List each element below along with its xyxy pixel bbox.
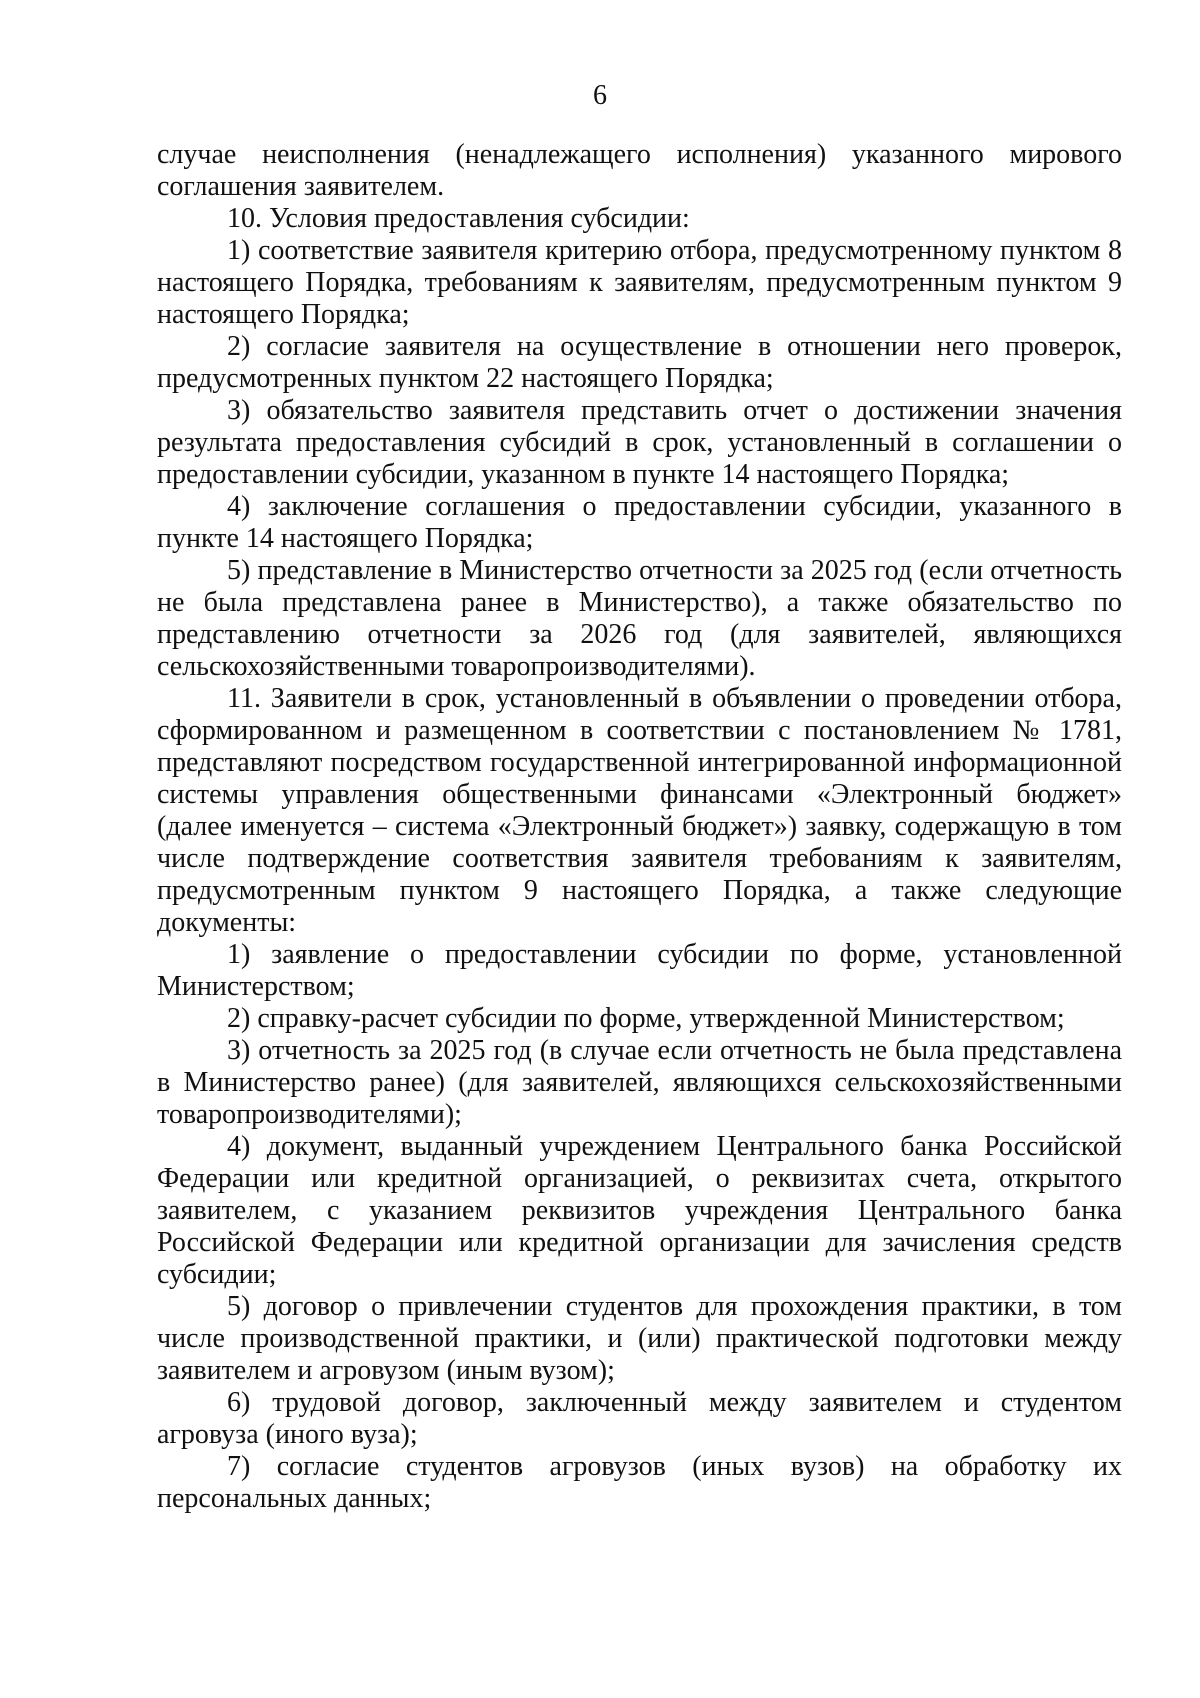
list-item: 5) договор о привлечении студентов для прохождения практики, в том числе производственной практики, и (или) практической подготовки между заявителем и агровузом (иным вузом); [157,1291,1122,1386]
paragraph: случае неисполнения (ненадлежащего исполнения) указанного мирового соглашения заявителем. [157,139,1122,202]
list-item: 5) представление в Министерство отчетности за 2025 год (если отчетность не была представлена ранее в Министерство), а также обязательство по представлению отчетности за 2026 год (для заявителей, являющихся сельскохозяйственными товаропроизводителями). [157,555,1122,682]
list-item: 2) справку-расчет субсидии по форме, утвержденной Министерством; [227,1003,1065,1034]
list-item: 7) согласие студентов агровузов (иных вузов) на обработку их персональных данных; [157,1451,1122,1514]
list-item: 3) обязательство заявителя представить отчет о достижении значения результата предоставления субсидий в срок, установленный в соглашении о предоставлении субсидии, указанном в пункте 14 настоящего Порядка; [157,395,1122,490]
list-item: 6) трудовой договор, заключенный между заявителем и студентом агровуза (иного вуза); [157,1387,1122,1450]
list-item: 1) заявление о предоставлении субсидии по форме, установленной Министерством; [157,939,1122,1002]
list-item: 4) документ, выданный учреждением Центрального банка Российской Федерации или кредитной организацией, о реквизитах счета, открытого заявителем, с указанием реквизитов учреждения Центрального банка Российской Федерации или кредитной организации для зачисления средств субсидии; [157,1131,1122,1290]
clause-10-heading: 10. Условия предоставления субсидии: [227,203,690,234]
page-number: 6 [593,80,607,111]
list-item: 1) соответствие заявителя критерию отбора, предусмотренному пунктом 8 настоящего Порядка, требованиям к заявителям, предусмотренным пунктом 9 настоящего Порядка; [157,235,1122,330]
list-item: 2) согласие заявителя на осуществление в отношении него проверок, предусмотренных пунктом 22 настоящего Порядка; [157,331,1122,394]
document-body [157,139,1122,1515]
clause-11-paragraph: 11. Заявители в срок, установленный в объявлении о проведении отбора, сформированном и размещенном в соответствии с постановлением № 1781, представляют посредством государственной интегрированной информационной системы управления общественными финансами «Электронный бюджет» (далее именуется – система «Электронный бюджет») заявку, содержащую в том числе подтверждение соответствия заявителя требованиям к заявителям, предусмотренным пунктом 9 настоящего Порядка, а также следующие документы: [157,683,1122,938]
list-item: 3) отчетность за 2025 год (в случае если отчетность не была представлена в Министерство ранее) (для заявителей, являющихся сельскохозяйственными товаропроизводителями); [157,1035,1122,1130]
list-item: 4) заключение соглашения о предоставлении субсидии, указанного в пункте 14 настоящего Порядка; [157,491,1122,554]
